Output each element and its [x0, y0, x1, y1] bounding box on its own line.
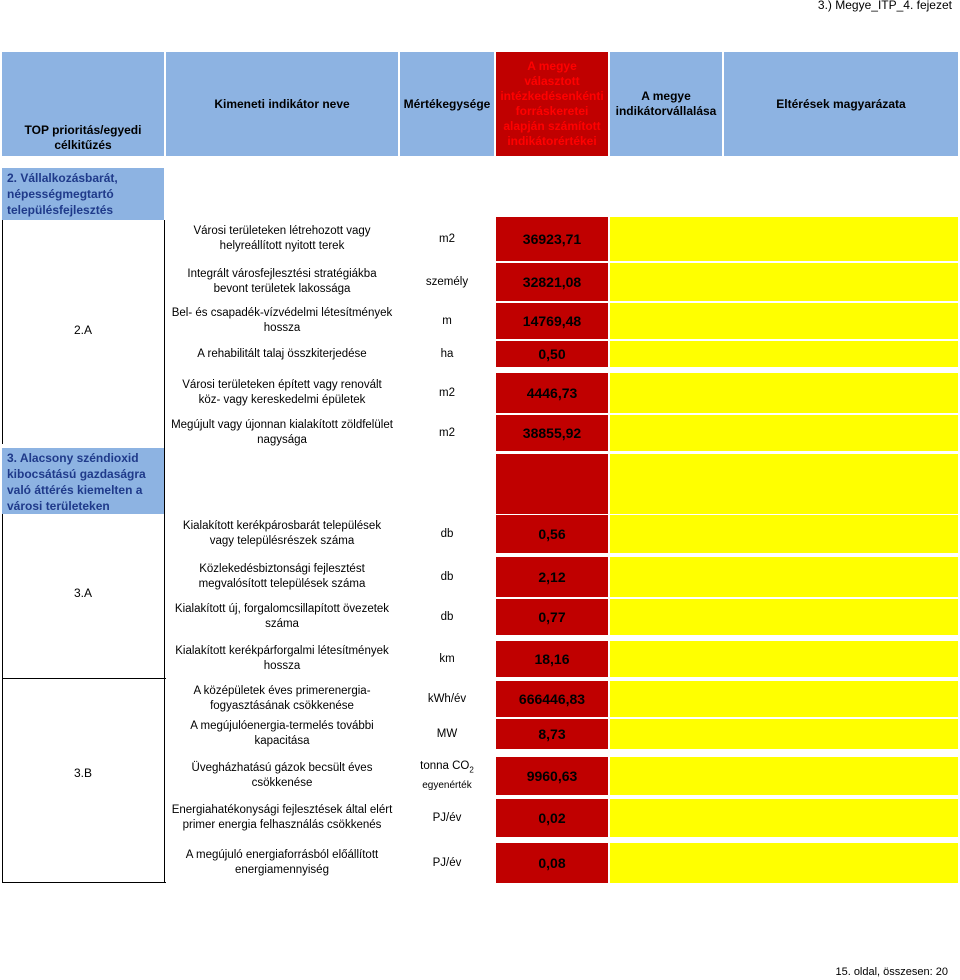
indicator-name: A megújulóenergia-termelés további kapacitása [190, 720, 374, 747]
document-header-title: 3.) Megye_ITP_4. fejezet [817, 0, 952, 12]
table-border-bottom [2, 882, 166, 883]
explanation-cell[interactable] [610, 681, 958, 717]
indicator-name: Kialakított kerékpárforgalmi létesítmények hossza [175, 645, 389, 672]
unit-of-measure: PJ/év [432, 856, 462, 869]
indicator-name: Bel- és csapadék-vízvédelmi létesítmények hossza [171, 307, 393, 334]
indicator-name: A rehabilitált talaj összkiterjedése [197, 347, 367, 360]
table-border-left [2, 220, 3, 444]
explanation-cell[interactable] [610, 719, 958, 749]
explanation-cell[interactable] [610, 799, 958, 837]
unit-of-measure: db [440, 570, 454, 583]
unit-main: tonna CO [420, 760, 470, 773]
unit-of-measure: ha [440, 347, 454, 360]
unit-of-measure: m2 [439, 426, 455, 439]
unit-of-measure: db [440, 527, 454, 540]
explanation-cell[interactable] [610, 599, 958, 635]
header-indicator-name: Kimeneti indikátor neve [166, 52, 398, 156]
priority-2: 2. Vállalkozásbarát, népességmegtartó településfejlesztés [2, 168, 164, 220]
indicator-name: Városi területeken épített vagy renovált köz- vagy kereskedelmi épületek [182, 379, 382, 406]
committed-value: 0,56 [538, 526, 566, 542]
committed-value: 32821,08 [522, 274, 582, 290]
committed-value: 0,08 [538, 855, 566, 871]
explanation-cell[interactable] [610, 373, 958, 413]
header-commitment: A megye indikátorvállalása [610, 52, 722, 156]
committed-value: 8,73 [538, 726, 566, 742]
indicator-name: Kialakított új, forgalomcsillapított övezetek száma [174, 603, 390, 630]
measure-code: 2.A [73, 323, 92, 337]
committed-value: 0,50 [538, 346, 566, 362]
unit-of-measure: kWh/év [427, 692, 467, 705]
unit-of-measure [400, 756, 494, 796]
committed-value: 0,02 [538, 810, 566, 826]
committed-value: 666446,83 [518, 691, 586, 707]
explanation-cell[interactable] [610, 415, 958, 451]
header-deviation-explanation: Eltérések magyarázata [724, 52, 958, 156]
unit-line2: egyenérték [422, 779, 472, 791]
explanation-cell[interactable] [610, 303, 958, 339]
header-calculated-values: A megye választott intézkedésenkénti forráskeretei alapján számított indikátorértékei [496, 52, 608, 156]
indicator-name: Integrált városfejlesztési stratégiákba bevont területek lakossága [187, 268, 377, 295]
unit-of-measure: MW [436, 727, 458, 740]
header-priority: TOP prioritás/egyedi célkitűzés [2, 52, 164, 156]
indicator-name: Kialakított kerékpárosbarát települések vagy településrészek száma [182, 520, 382, 547]
table-border-left [2, 514, 3, 882]
unit-of-measure: m2 [439, 232, 455, 245]
committed-value: 4446,73 [526, 385, 578, 401]
unit-of-measure: m [442, 314, 452, 327]
explanation-cell[interactable] [610, 843, 958, 883]
committed-value: 0,77 [538, 609, 566, 625]
unit-of-measure: km [439, 652, 455, 665]
unit-of-measure: PJ/év [432, 811, 462, 824]
measure-code: 3.B [73, 766, 92, 780]
committed-value: 14769,48 [522, 313, 582, 329]
explanation-cell[interactable] [610, 641, 958, 677]
priority-3: 3. Alacsony széndioxid kibocsátású gazdaságra való áttérés kiemelten a városi területeken [2, 448, 164, 514]
indicator-name: Megújult vagy újonnan kialakított zöldfelület nagysága [171, 419, 393, 446]
indicator-name: Energiahatékonysági fejlesztések által elért primer energia felhasználás csökkenés [171, 804, 393, 831]
indicator-name: A középületek éves primerenergia-fogyasztásának csökkenése [193, 685, 371, 712]
explanation-cell[interactable] [610, 515, 958, 553]
committed-value: 2,12 [538, 569, 566, 585]
explanation-cell[interactable] [610, 263, 958, 301]
explanation-cell[interactable] [610, 341, 958, 367]
section-divider [2, 678, 166, 679]
committed-value: 18,16 [534, 651, 570, 667]
committed-value: 38855,92 [522, 425, 582, 441]
unit-of-measure: db [440, 610, 454, 623]
unit-of-measure: m2 [439, 386, 455, 399]
unit-of-measure: személy [425, 275, 469, 288]
committed-value: 36923,71 [522, 231, 582, 247]
page-footer: 15. oldal, összesen: 20 [835, 966, 948, 978]
indicator-name: Közlekedésbiztonsági fejlesztést megvalósított települések száma [198, 563, 366, 590]
table-border-left [164, 220, 165, 882]
indicator-name: Üvegházhatású gázok becsült éves csökkenése [191, 762, 373, 789]
indicator-name: Városi területeken létrehozott vagy helyreállított nyitott terek [193, 225, 371, 252]
explanation-cell[interactable] [610, 557, 958, 597]
explanation-cell[interactable] [610, 217, 958, 261]
indicator-name: A megújuló energiaforrásból előállított energiamennyiség [185, 849, 379, 876]
committed-value: 9960,63 [526, 768, 578, 784]
unit-line [420, 759, 474, 777]
header-unit: Mértékegysége [400, 52, 494, 156]
unit-subscript: 2 [469, 765, 474, 775]
explanation-cell[interactable] [610, 757, 958, 795]
measure-code: 3.A [73, 586, 92, 600]
explanation-cell[interactable] [610, 454, 958, 514]
calculated-value-cell [496, 454, 608, 514]
